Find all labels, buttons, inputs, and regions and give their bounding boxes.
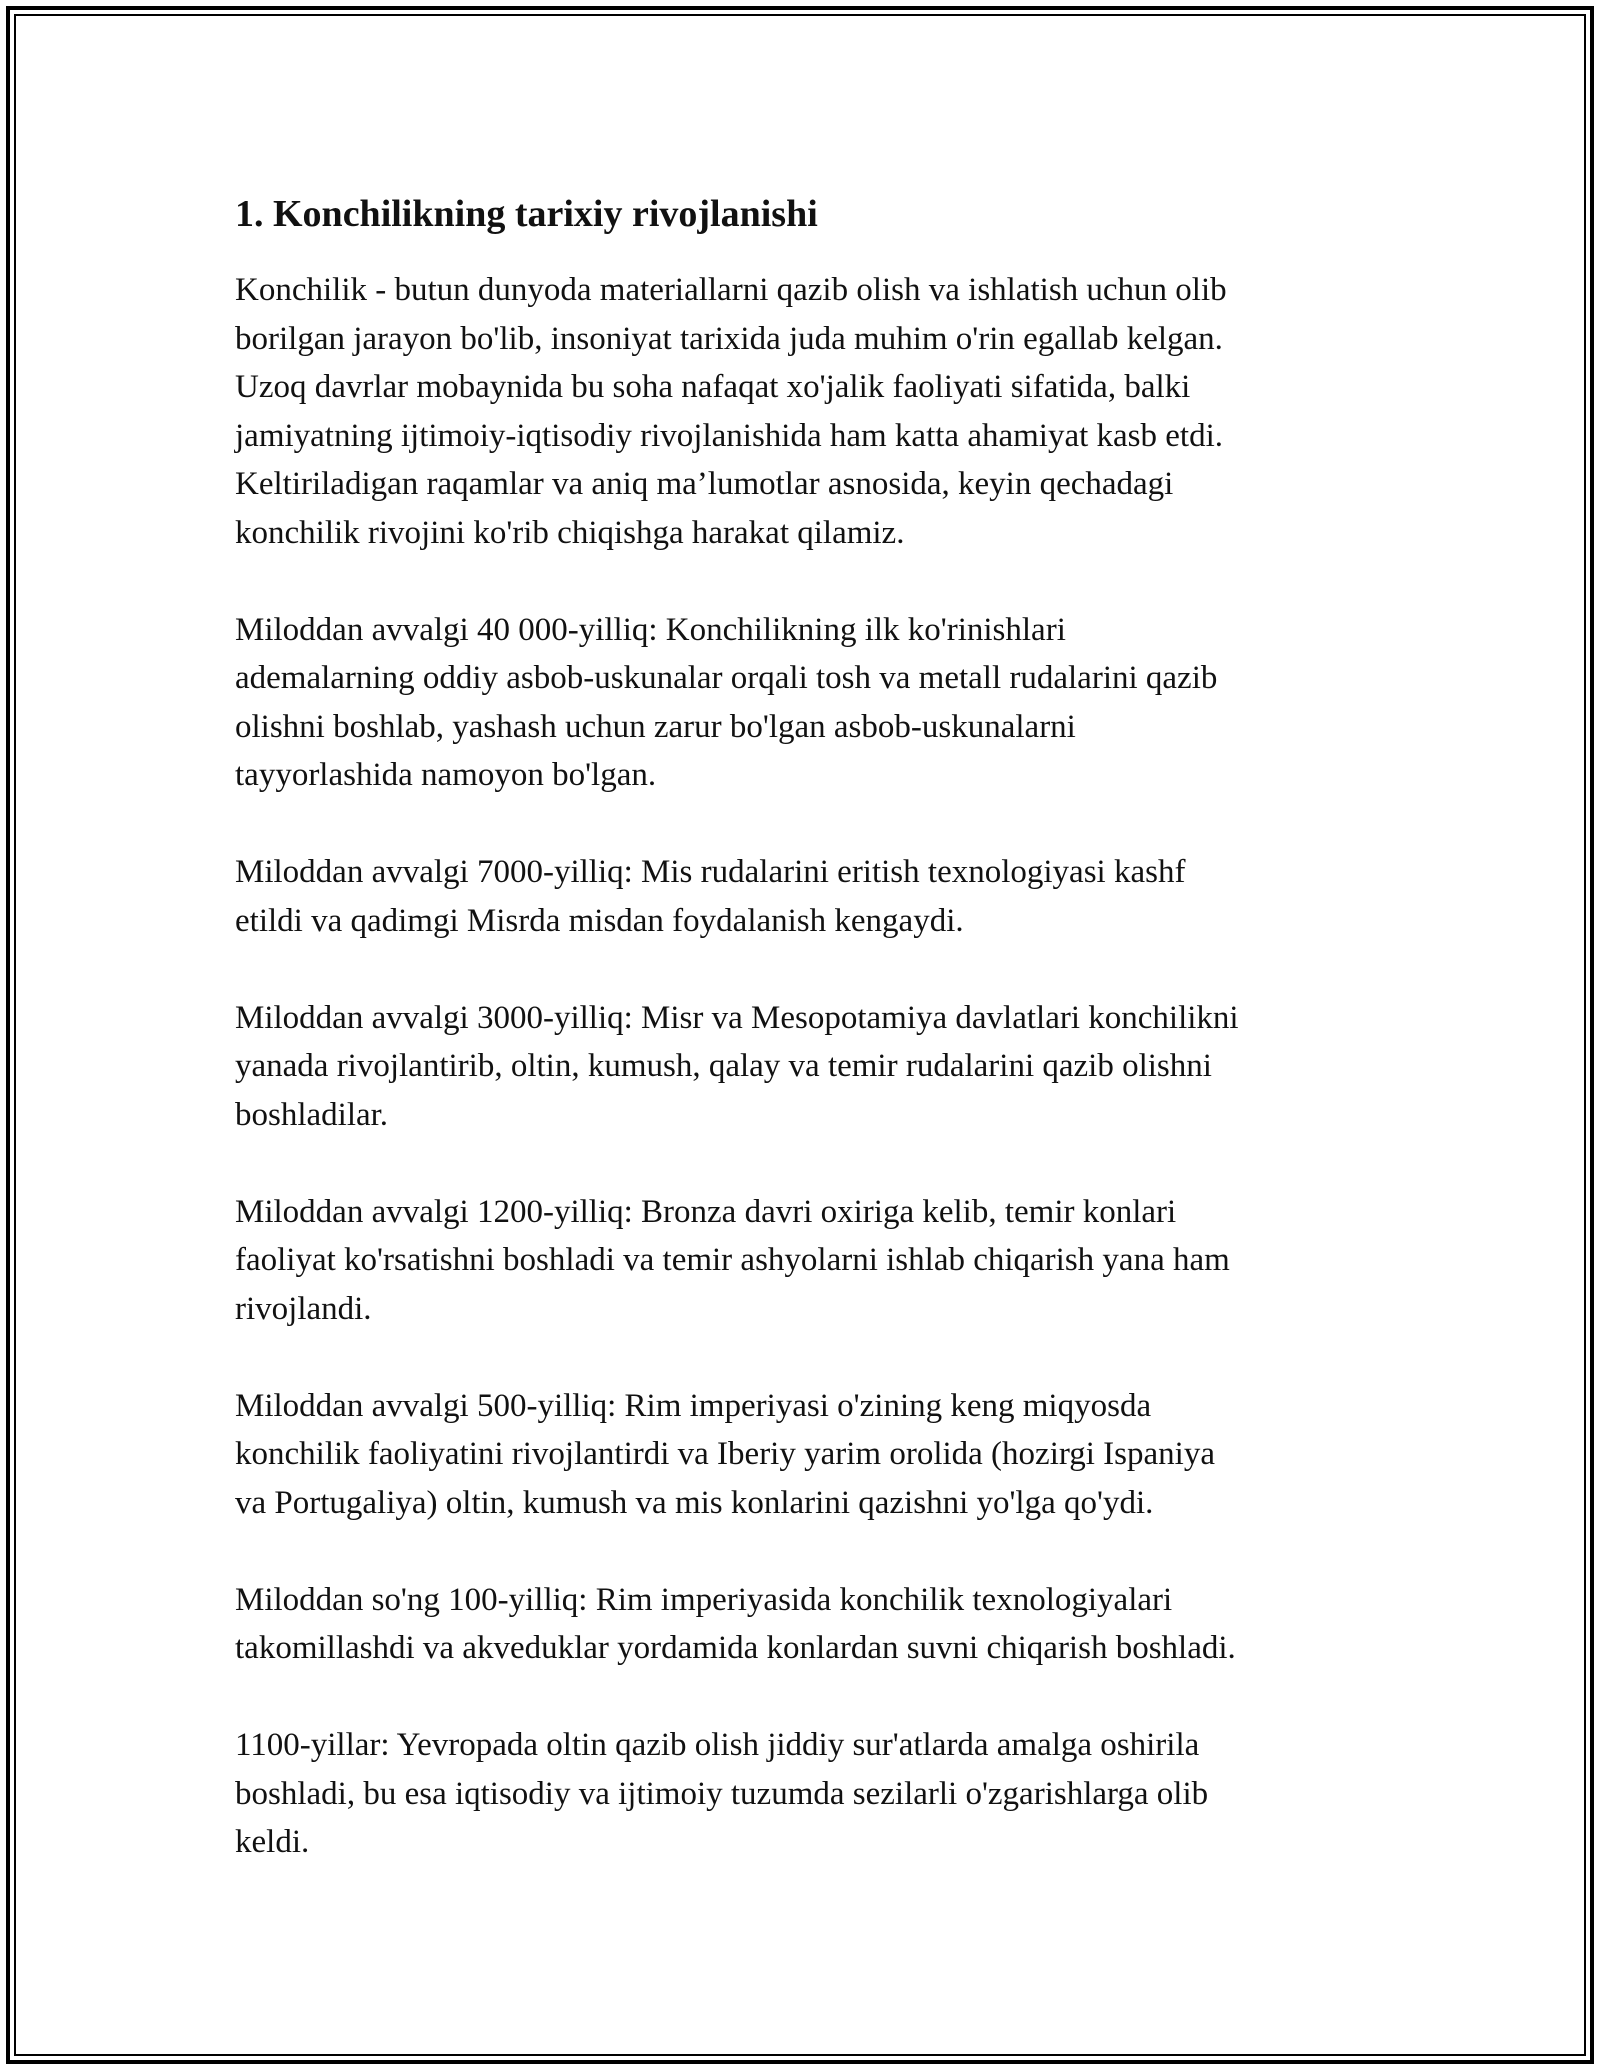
text-line: boshladi, bu esa iqtisodiy va ijtimoiy tuzumda sezilarli o'zgarishlarga olib (235, 1775, 1209, 1812)
text-line: takomillashdi va akveduklar yordamida konlardan suvni chiqarish boshladi. (235, 1630, 1236, 1666)
paragraph-intro (235, 266, 1365, 557)
paragraph-3000-bc (235, 994, 1365, 1140)
text-line: faoliyat ko'rsatishni boshladi va temir ashyolarni ishlab chiqarish yana ham (235, 1242, 1230, 1278)
document-body (235, 188, 1365, 1915)
paragraph-500-bc (235, 1382, 1365, 1528)
text-line: tayyorlashida namoyon bo'lgan. (235, 757, 657, 793)
paragraph-40000-bc (235, 606, 1365, 800)
paragraph-1100s (235, 1721, 1365, 1867)
paragraph-1200-bc (235, 1188, 1365, 1334)
text-line: Miloddan avvalgi 500-yilliq: Rim imperiyasi o'zining keng miqyosda (235, 1387, 1152, 1424)
text-line: Keltiriladigan raqamlar va aniq ma’lumotlar asnosida, keyin qechadagi (235, 466, 1174, 502)
text-line: Miloddan avvalgi 3000-yilliq: Misr va Mesopotamiya davlatlari konchilikni (235, 999, 1239, 1036)
text-line: Miloddan avvalgi 40 000-yilliq: Konchilikning ilk ko'rinishlari (235, 611, 1066, 648)
section-title: 1. Konchilikning tarixiy rivojlanishi (235, 193, 818, 235)
text-line: yanada rivojlantirib, oltin, kumush, qalay va temir rudalarini qazib olishni (235, 1048, 1212, 1084)
text-line: va Portugaliya) oltin, kumush va mis konlarini qazishni yo'lga qo'ydi. (235, 1484, 1154, 1521)
text-line: olishni boshlab, yashash uchun zarur bo'lgan asbob-uskunalarni (235, 708, 1076, 745)
text-line: Uzoq davrlar mobaynida bu soha nafaqat xo'jalik faoliyati sifatida, balki (235, 369, 1191, 405)
text-line: Konchilik - butun dunyoda materiallarni qazib olish va ishlatish uchun olib (235, 272, 1227, 308)
text-line: konchilik rivojini ko'rib chiqishga harakat qilamiz. (235, 514, 905, 551)
text-line: konchilik faoliyatini rivojlantirdi va Iberiy yarim orolida (hozirgi Ispaniya (235, 1436, 1215, 1472)
paragraph-7000-bc (235, 848, 1365, 945)
text-line: borilgan jarayon bo'lib, insoniyat tarixida juda muhim o'rin egallab kelgan. (235, 320, 1223, 357)
text-line: etildi va qadimgi Misrda misdan foydalanish kengaydi. (235, 902, 964, 939)
text-line: Miloddan avvalgi 1200-yilliq: Bronza davri oxiriga kelib, temir konlari (235, 1193, 1177, 1230)
text-line: 1100-yillar: Yevropada oltin qazib olish jiddiy sur'atlarda amalga oshirila (235, 1727, 1200, 1763)
text-line: ademalarning oddiy asbob-uskunalar orqali tosh va metall rudalarini qazib (235, 660, 1218, 696)
text-line: Miloddan so'ng 100-yilliq: Rim imperiyasida konchilik texnologiyalari (235, 1581, 1173, 1618)
text-line: rivojlandi. (235, 1290, 372, 1327)
text-line: Miloddan avvalgi 7000-yilliq: Mis rudalarini eritish texnologiyasi kashf (235, 854, 1186, 890)
text-line: jamiyatning ijtimoiy-iqtisodiy rivojlanishida ham katta ahamiyat kasb etdi. (235, 417, 1223, 454)
paragraph-100-ad (235, 1576, 1365, 1673)
text-line: boshladilar. (235, 1096, 389, 1133)
text-line: keldi. (235, 1824, 310, 1860)
